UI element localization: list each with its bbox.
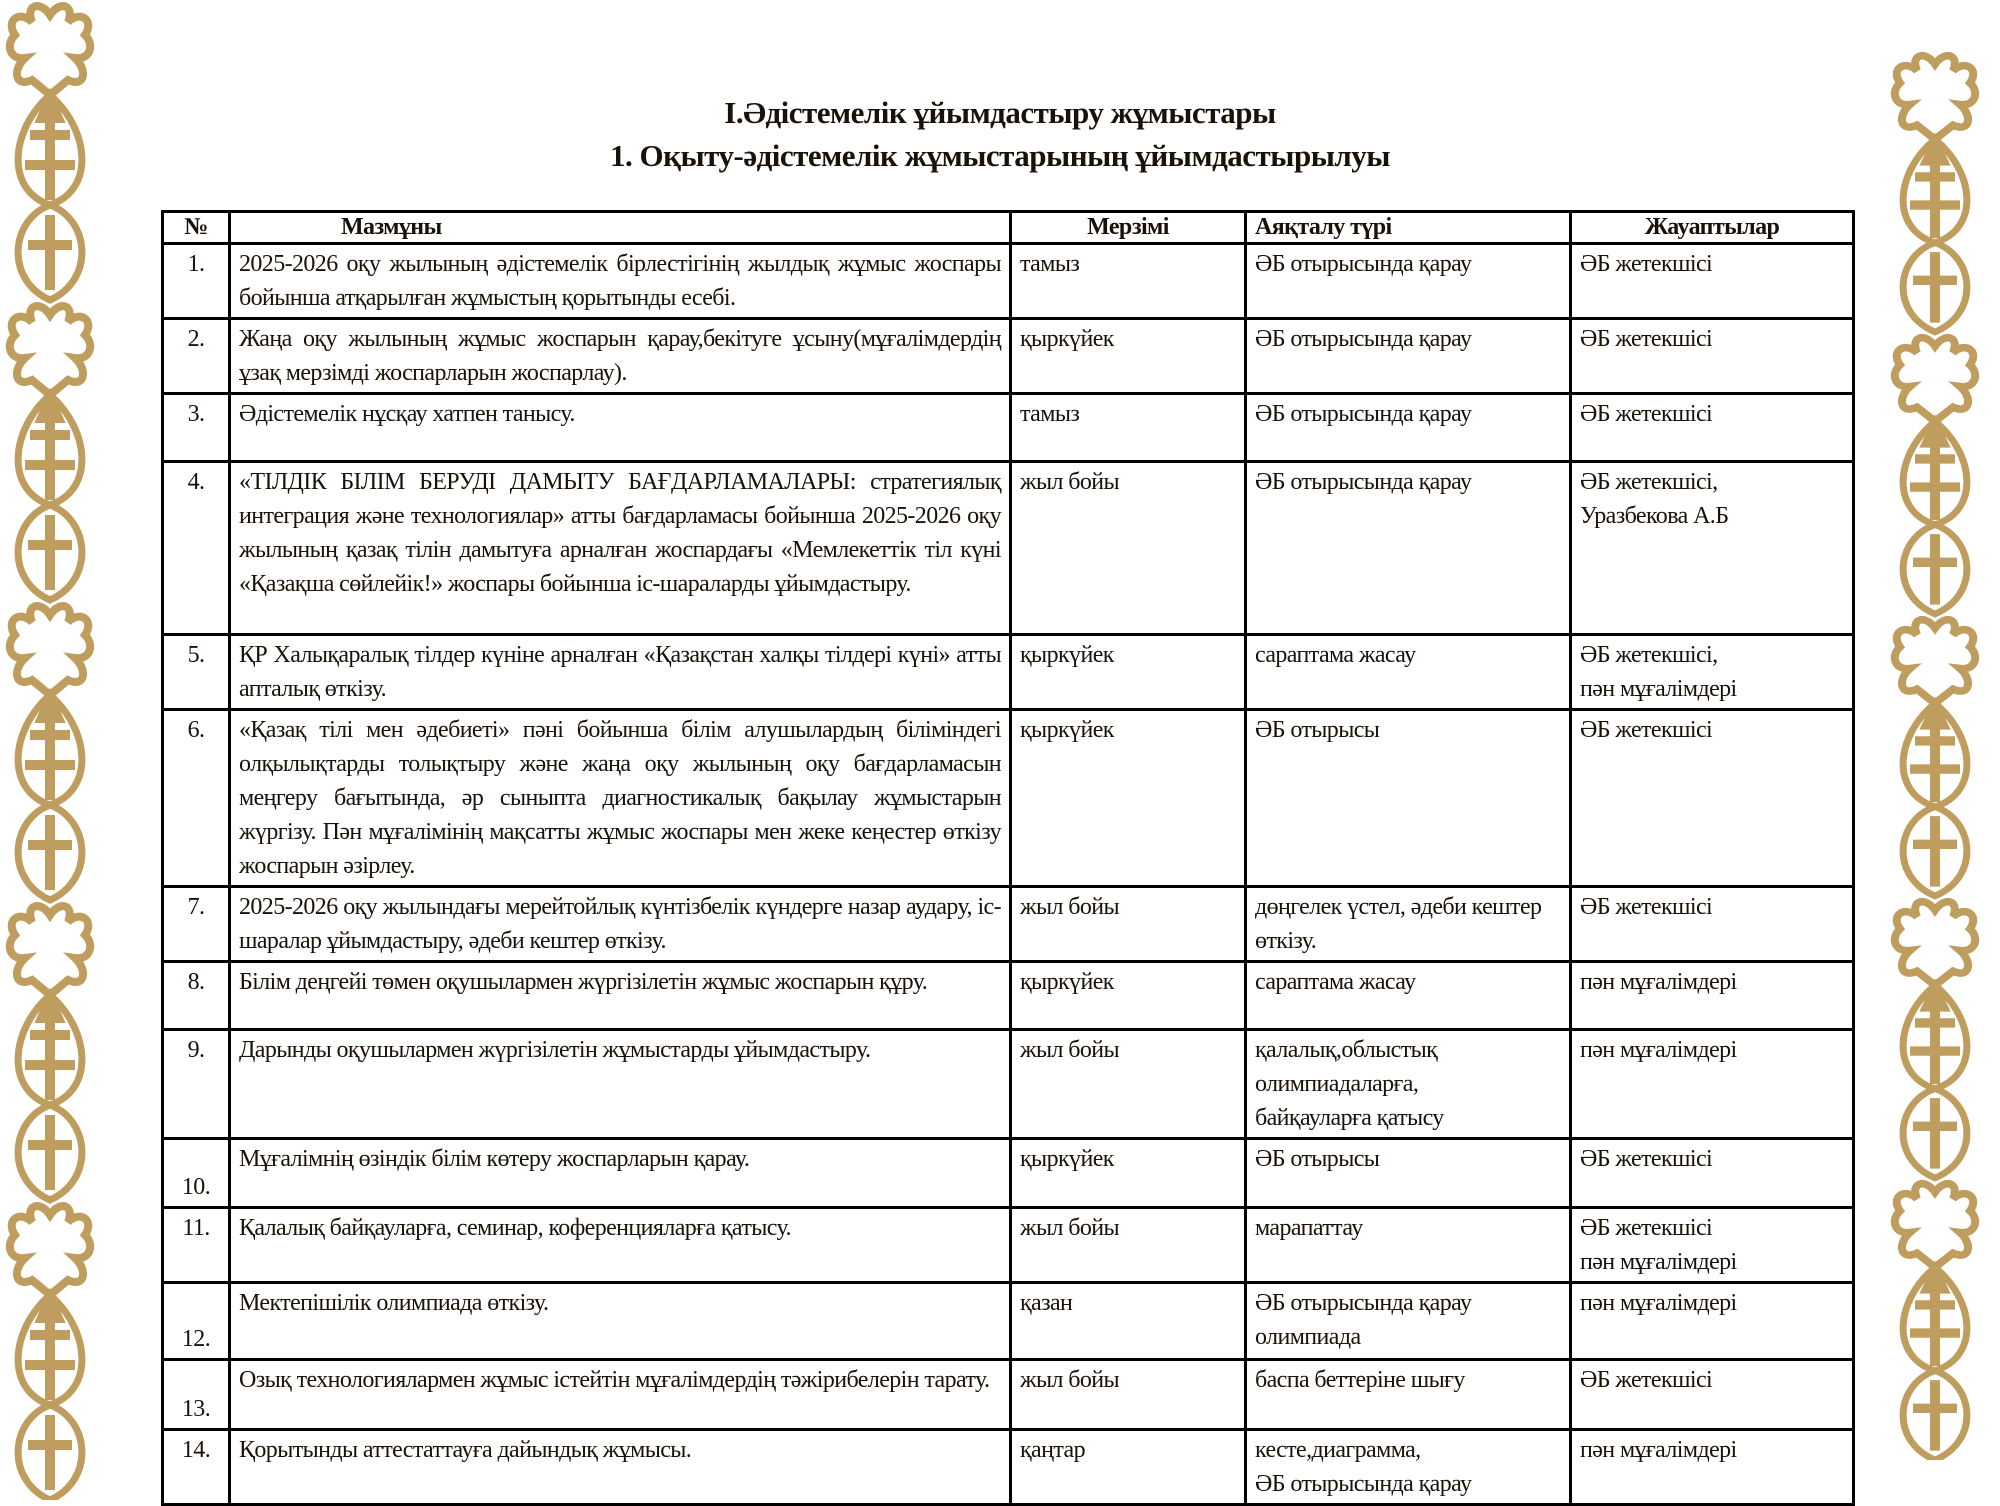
- table-row: [163, 635, 1854, 710]
- row-completion-form: [1246, 394, 1571, 462]
- subsection-title: 1. Оқыту-әдістемелік жұмыстарының ұйымдастырылуы: [610, 138, 1390, 173]
- responsible-line: пән мұғалімдері: [1580, 1037, 1737, 1063]
- row-responsible: [1571, 1430, 1854, 1505]
- row-content: ҚР Халықаралық тілдер күніне арналған «Қазақстан халқы тілдері күні» атты апталық өткізу.: [230, 635, 1011, 710]
- row-completion-form: [1246, 1208, 1571, 1283]
- completion-form-line: сараптама жасау: [1255, 969, 1416, 995]
- row-content: Әдістемелік нұсқау хатпен танысу.: [230, 394, 1011, 462]
- table-row: [163, 887, 1854, 962]
- completion-form-line: ӘБ отырысы: [1255, 717, 1380, 743]
- row-term: қазан: [1011, 1283, 1246, 1360]
- row-number: 5.: [163, 635, 230, 710]
- row-responsible: [1571, 1283, 1854, 1360]
- row-responsible: [1571, 1030, 1854, 1139]
- row-content: Мұғалімнің өзіндік білім көтеру жоспарларын қарау.: [230, 1139, 1011, 1208]
- completion-form-line: баспа беттеріне шығу: [1255, 1367, 1465, 1393]
- responsible-line: пән мұғалімдері: [1580, 1249, 1737, 1275]
- responsible-line: ӘБ жетекшісі: [1580, 1215, 1713, 1241]
- row-content: Білім деңгейі төмен оқушылармен жүргізілетін жұмыс жоспарын құру.: [230, 962, 1011, 1030]
- section-title: I.Әдістемелік ұйымдастыру жұмыстары: [724, 95, 1276, 130]
- row-number: 9.: [163, 1030, 230, 1139]
- row-term: жыл бойы: [1011, 1208, 1246, 1283]
- completion-form-line: ӘБ отырысында қарау: [1255, 1290, 1472, 1316]
- row-responsible: [1571, 1139, 1854, 1208]
- completion-form-line: қалалық,облыстық: [1255, 1037, 1438, 1063]
- table-row: [163, 1030, 1854, 1139]
- row-responsible: [1571, 962, 1854, 1030]
- row-responsible: [1571, 887, 1854, 962]
- row-term: жыл бойы: [1011, 462, 1246, 635]
- row-term: қыркүйек: [1011, 1139, 1246, 1208]
- row-responsible: [1571, 710, 1854, 887]
- completion-form-line: кесте,диаграмма,: [1255, 1437, 1421, 1463]
- row-number: 6.: [163, 710, 230, 887]
- row-completion-form: [1246, 635, 1571, 710]
- row-completion-form: [1246, 462, 1571, 635]
- row-number: 14.: [163, 1430, 230, 1505]
- row-responsible: [1571, 635, 1854, 710]
- row-number: 8.: [163, 962, 230, 1030]
- header-responsible: Жауаптылар: [1571, 212, 1854, 244]
- completion-form-line: ӘБ отырысында қарау: [1255, 469, 1472, 495]
- responsible-line: пән мұғалімдері: [1580, 1437, 1737, 1463]
- responsible-line: ӘБ жетекшісі: [1580, 401, 1713, 427]
- row-content: Қорытынды аттестаттауға дайындық жұмысы.: [230, 1430, 1011, 1505]
- header-completion-form: Аяқталу түрі: [1246, 212, 1571, 244]
- row-completion-form: [1246, 244, 1571, 319]
- row-term: қыркүйек: [1011, 635, 1246, 710]
- row-completion-form: [1246, 962, 1571, 1030]
- completion-form-line: ӘБ отырысында қарау: [1255, 1471, 1472, 1497]
- row-responsible: [1571, 1208, 1854, 1283]
- row-term: тамыз: [1011, 394, 1246, 462]
- row-term: қаңтар: [1011, 1430, 1246, 1505]
- responsible-line: ӘБ жетекшісі,: [1580, 469, 1718, 495]
- row-term: тамыз: [1011, 244, 1246, 319]
- responsible-line: пән мұғалімдері: [1580, 1290, 1737, 1316]
- responsible-line: ӘБ жетекшісі: [1580, 894, 1713, 920]
- row-responsible: [1571, 462, 1854, 635]
- row-completion-form: [1246, 887, 1571, 962]
- row-responsible: [1571, 1360, 1854, 1430]
- completion-form-line: олимпиада: [1255, 1324, 1361, 1350]
- responsible-line: ӘБ жетекшісі: [1580, 1367, 1713, 1393]
- row-content: 2025-2026 оқу жылындағы мерейтойлық күнтізбелік күндерге назар аудару, іс-шаралар ұйымдастыру, әдеби кештер өткізу.: [230, 887, 1011, 962]
- row-completion-form: [1246, 1030, 1571, 1139]
- responsible-line: пән мұғалімдері: [1580, 969, 1737, 995]
- responsible-line: Уразбекова А.Б: [1580, 503, 1729, 529]
- row-responsible: [1571, 319, 1854, 394]
- completion-form-line: сараптама жасау: [1255, 642, 1416, 668]
- row-term: қыркүйек: [1011, 962, 1246, 1030]
- table-row: [163, 1430, 1854, 1505]
- table-row: [163, 319, 1854, 394]
- row-completion-form: [1246, 1139, 1571, 1208]
- row-term: қыркүйек: [1011, 319, 1246, 394]
- row-content: Қалалық байқауларға, семинар, коференцияларға қатысу.: [230, 1208, 1011, 1283]
- row-content: «ТІЛДІК БІЛІМ БЕРУДІ ДАМЫТУ БАҒДАРЛАМАЛАРЫ: стратегиялық интеграция және технологиялар» атты бағдарламасы бойынша 2025-2026 оқу жылының қазақ тілін дамытуға арналған жоспардағы «Мемлекеттік тіл күні «Қазақша сөйлейік!» жоспары бойынша іс-шараларды ұйымдастыру.: [230, 462, 1011, 635]
- table-row: [163, 1208, 1854, 1283]
- row-completion-form: [1246, 710, 1571, 887]
- row-content: 2025-2026 оқу жылының әдістемелік бірлестігінің жылдық жұмыс жоспары бойынша атқарылған жұмыстың қорытынды есебі.: [230, 244, 1011, 319]
- row-term: жыл бойы: [1011, 1030, 1246, 1139]
- row-completion-form: [1246, 319, 1571, 394]
- completion-form-line: ӘБ отырысында қарау: [1255, 326, 1472, 352]
- completion-form-line: ӘБ отырысында қарау: [1255, 401, 1472, 427]
- completion-form-line: олимпиадаларға,: [1255, 1071, 1419, 1097]
- row-responsible: [1571, 394, 1854, 462]
- row-number: 10.: [163, 1139, 230, 1208]
- table-row: [163, 244, 1854, 319]
- row-number: 7.: [163, 887, 230, 962]
- header-term: Мерзімі: [1011, 212, 1246, 244]
- table-row: [163, 1283, 1854, 1360]
- header-content: Мазмұны: [230, 212, 1011, 244]
- row-number: 2.: [163, 319, 230, 394]
- responsible-line: ӘБ жетекшісі,: [1580, 642, 1718, 668]
- row-completion-form: [1246, 1430, 1571, 1505]
- table-row: [163, 462, 1854, 635]
- row-number: 1.: [163, 244, 230, 319]
- completion-form-line: байқауларға қатысу: [1255, 1105, 1444, 1131]
- completion-form-line: марапаттау: [1255, 1215, 1363, 1241]
- row-number: 4.: [163, 462, 230, 635]
- row-completion-form: [1246, 1360, 1571, 1430]
- completion-form-line: дөңгелек үстел, әдеби кештер өткізу.: [1255, 894, 1542, 954]
- row-term: жыл бойы: [1011, 887, 1246, 962]
- completion-form-line: ӘБ отырысында қарау: [1255, 251, 1472, 277]
- responsible-line: ӘБ жетекшісі: [1580, 251, 1713, 277]
- row-content: Дарынды оқушылармен жүргізілетін жұмыстарды ұйымдастыру.: [230, 1030, 1011, 1139]
- right-ornament-border-icon: [1885, 50, 1985, 1460]
- row-content: «Қазақ тілі мен әдебиеті» пәні бойынша білім алушылардың біліміндегі олқылықтарды толықтыру және жаңа оқу жылының оқу бағдарламасын меңгеру бағытында, әр сыныпта диагностикалық бақылау жұмыстарын жүргізу. Пән мұғалімінің мақсатты жұмыс жоспары мен жеке кеңестер өткізу жоспарын әзірлеу.: [230, 710, 1011, 887]
- table-row: [163, 710, 1854, 887]
- row-responsible: [1571, 244, 1854, 319]
- row-number: 11.: [163, 1208, 230, 1283]
- table-row: [163, 962, 1854, 1030]
- row-number: 13.: [163, 1360, 230, 1430]
- row-completion-form: [1246, 1283, 1571, 1360]
- row-number: 12.: [163, 1283, 230, 1360]
- header-number: №: [163, 212, 230, 244]
- completion-form-line: ӘБ отырысы: [1255, 1146, 1380, 1172]
- row-content: Мектепішілік олимпиада өткізу.: [230, 1283, 1011, 1360]
- left-ornament-border-icon: [0, 0, 100, 1500]
- row-term: қыркүйек: [1011, 710, 1246, 887]
- plan-table: [161, 210, 1855, 1506]
- row-number: 3.: [163, 394, 230, 462]
- row-content: Озық технологиялармен жұмыс істейтін мұғалімдердің тәжірибелерін тарату.: [230, 1360, 1011, 1430]
- row-content: Жаңа оқу жылының жұмыс жоспарын қарау,бекітуге ұсыну(мұғалімдердің ұзақ мерзімді жоспарларын жоспарлау).: [230, 319, 1011, 394]
- responsible-line: пән мұғалімдері: [1580, 676, 1737, 702]
- responsible-line: ӘБ жетекшісі: [1580, 717, 1713, 743]
- row-term: жыл бойы: [1011, 1360, 1246, 1430]
- table-header-row: [163, 212, 1854, 244]
- responsible-line: ӘБ жетекшісі: [1580, 326, 1713, 352]
- table-row: [163, 394, 1854, 462]
- table-row: [163, 1360, 1854, 1430]
- table-row: [163, 1139, 1854, 1208]
- responsible-line: ӘБ жетекшісі: [1580, 1146, 1713, 1172]
